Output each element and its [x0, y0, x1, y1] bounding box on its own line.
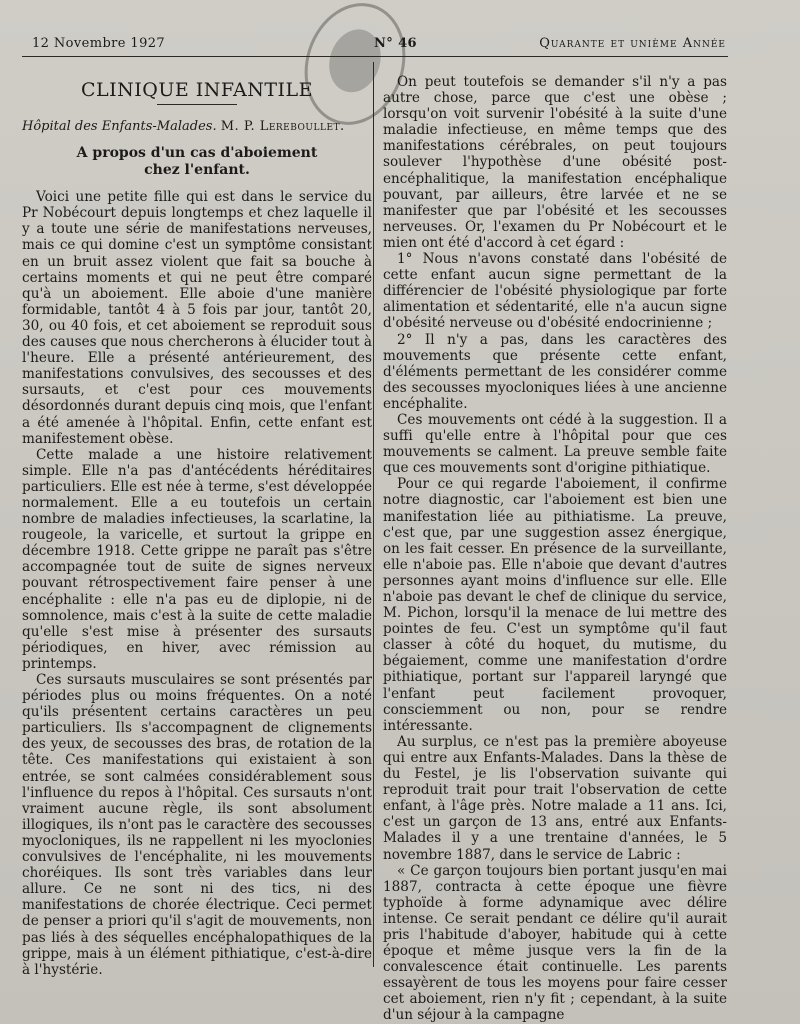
paragraph: « Ce garçon toujours bien portant jusqu'en mai 1887, contracta à cette époque une fièvre typhoïde à forme adynamique avec délire intense. Ce serait pendant ce délire qu'il aurait pris l'habitude d'aboyer, habitude qui à cette époque et même jusque vers la fin de la convalescence était continuelle. Les parents essayèrent de tous les moyens pour faire cesser cet aboiement, rien n'y fit ; cependant, à la suite d'un séjour à la campagne — [383, 862, 727, 1024]
left-column — [22, 74, 372, 978]
column-divider — [373, 62, 374, 967]
subtitle-line-1: A propos d'un cas d'aboiement — [76, 145, 318, 162]
byline — [22, 119, 372, 135]
paragraph: Au surplus, ce n'est pas la première aboyeuse qui entre aux Enfants-Malades. Dans la thèse de du Festel, je lis l'observation suivante qui reproduit trait pour trait l'observation de cette enfant, à l'âge près. Notre malade a 11 ans. Ici, c'est un garçon de 13 ans, entré aux Enfants-Malades il y a une trentaine d'années, le 5 novembre 1887, dans le service de Labric : — [383, 733, 727, 863]
subtitle-line-2: chez l'enfant. — [144, 162, 250, 179]
article-subtitle — [22, 145, 372, 179]
paragraph: On peut toutefois se demander s'il n'y a pas autre chose, parce que c'est une obèse ; lorsqu'on voit survenir l'obésité à la suite d'une maladie infectieuse, en même temps que des manifestations cérébrales, on peut toujours soulever l'hypothèse d'une obésité post-encéphalitique, la manifestation encéphalique pouvant, par ailleurs, être larvée et ne se manifester que par l'obésité et les secousses nerveuses. Or, l'examen du Pr Nobécourt et le mien ont été d'accord à cet égard : — [383, 74, 727, 251]
article-title: CLINIQUE INFANTILE — [81, 79, 313, 101]
title-underline — [157, 104, 237, 105]
paragraph: Cette malade a une histoire relativement simple. Elle n'a pas d'antécédents héréditaires particuliers. Elle est née à terme, s'est développée normalement. Elle a eu toutefois un certain nombre de maladies infectieuses, la scarlatine, la rougeole, la varicelle, et surtout la grippe en décembre 1918. Cette grippe ne paraît pas s'être accompagnée tout de suite de signes nerveux pouvant rétrospectivement faire penser à une encéphalite : elle n'a pas eu de diplopie, ni de somnolence, mais c'est à la suite de cette maladie qu'elle s'est mise à présenter des sursauts périodiques, en hiver, avec rémission au printemps. — [22, 446, 372, 672]
author-name: M. P. Lereboullet. — [220, 119, 345, 135]
paragraph: Pour ce qui regarde l'aboiement, il confirme notre diagnostic, car l'aboiement est bien une manifestation liée au pithiatisme. La preuve, c'est que, par une suggestion assez énergique, on les fait cesser. En présence de la surveillante, elle n'aboie pas. Elle n'aboie que devant d'autres personnes ayant moins d'influence sur elle. Elle n'aboie pas devant le chef de clinique du service, M. Pichon, lorsqu'il la menace de lui mettre des pointes de feu. C'est un symptôme qu'il faut classer à côté du hoquet, du mutisme, du bégaiement, comme une manifestation d'ordre pithiatique, portant sur l'appareil laryngé que l'enfant peut facilement provoquer, consciemment ou non, pour se rendre intéressante. — [383, 476, 727, 734]
paragraph: Ces sursauts musculaires se sont présentés par périodes plus ou moins fréquentes. On a noté qu'ils présentent certains caractères un peu particuliers. Ils s'accompagnent de clignements des yeux, de secousses des bras, de rotation de la tête. Ces manifestations qui existaient à son entrée, se sont calmées considérablement sous l'influence du repos à l'hôpital. Ces sursauts n'ont vraiment aucune règle, ils sont absolument illogiques, ils n'ont pas le caractère des secousses myocloniques, ils ne rappellent ni les myoclonies convulsives de l'encéphalite, ni les mouvements choréiques. Ils sont très variables dans leur allure. Ce ne sont ni des tics, ni des manifestations de chorée électrique. Ceci permet de penser a priori qu'il s'agit de mouvements, non pas liés à des séquelles encéphalopathiques de la grippe, mais à un élément pithiatique, c'est-à-dire à l'hystérie. — [22, 672, 372, 978]
paragraph: Voici une petite fille qui est dans le service du Pr Nobécourt depuis longtemps et chez laquelle il y a toute une série de manifestations nerveuses, mais ce qui domine c'est un symptôme consistant en un bruit assez violent que fait sa bouche à certains moments et qui ne peut être comparé qu'à un aboiement. Elle aboie d'une manière formidable, tantôt 4 à 5 fois par jour, tantôt 20, 30, ou 40 fois, et cet aboiement se reproduit sous des causes que nous chercherons à élucider tout à l'heure. Elle a présenté antérieurement, des manifestations convulsives, des secousses et des sursauts, et c'est pour ces mouvements désordonnés durant depuis cinq mois, que l'enfant a été amenée à l'hôpital. Enfin, cette enfant est manifestement obèse. — [22, 189, 372, 447]
paragraph: 2° Il n'y a pas, dans les caractères des mouvements que présente cette enfant, d'éléments permettant de les considérer comme des secousses myocloniques liées à une ancienne encéphalite. — [383, 331, 727, 412]
right-column — [383, 74, 727, 1024]
hospital-name: Hôpital des Enfants-Malades. — [22, 119, 217, 135]
paragraph: 1° Nous n'avons constaté dans l'obésité de cette enfant aucun signe permettant de la différencier de l'obésité physiologique par forte alimentation et sédentarité, elle n'a aucun signe d'obésité nerveuse ou d'obésité endocrinienne ; — [383, 251, 727, 332]
issue-number: N° 46 — [374, 36, 417, 51]
volume-year: Quarante et unième Année — [539, 36, 726, 51]
issue-date: 12 Novembre 1927 — [32, 36, 166, 51]
paragraph: Ces mouvements ont cédé à la suggestion. Il a suffi qu'elle entre à l'hôpital pour que ces mouvements se calment. La preuve semble faite que ces mouvements sont d'origine pithiatique. — [383, 411, 727, 477]
